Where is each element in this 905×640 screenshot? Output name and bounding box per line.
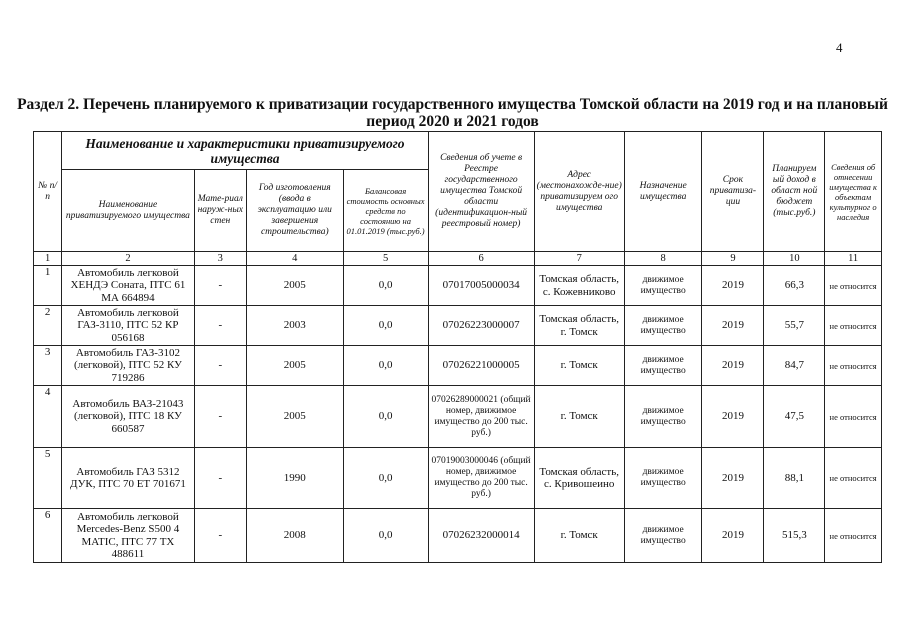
header-registry: Сведения об учете в Реестре государственного имущества Томской области (идентификацион-ный реестровый номер) bbox=[428, 132, 534, 252]
registry-number: 07026221000005 bbox=[428, 346, 534, 386]
wall-material: - bbox=[194, 386, 246, 448]
header-material: Мате-риал наруж-ных стен bbox=[194, 170, 246, 252]
property-name: Автомобиль ВАЗ-21043 (легковой), ПТС 18 КУ 660587 bbox=[62, 386, 194, 448]
heritage: не относится bbox=[825, 386, 882, 448]
balance-value: 0,0 bbox=[343, 346, 428, 386]
property-name: Автомобиль ГАЗ 5312 ДУК, ПТС 70 ЕТ 701671 bbox=[62, 448, 194, 509]
income: 55,7 bbox=[764, 306, 825, 346]
term: 2019 bbox=[702, 386, 764, 448]
property-name: Автомобиль ГАЗ-3102 (легковой), ПТС 52 КУ 719286 bbox=[62, 346, 194, 386]
purpose: движимое имущество bbox=[624, 509, 702, 563]
col-number: 4 bbox=[247, 252, 344, 266]
term: 2019 bbox=[702, 346, 764, 386]
term: 2019 bbox=[702, 266, 764, 306]
heritage: не относится bbox=[825, 306, 882, 346]
header-group: Наименование и характеристики приватизируемого имущества bbox=[62, 132, 428, 170]
header-balance: Балансовая стоимость основных средств по состоянию на 01.01.2019 (тыс.руб.) bbox=[343, 170, 428, 252]
col-number: 10 bbox=[764, 252, 825, 266]
registry-number: 07017005000034 bbox=[428, 266, 534, 306]
col-number: 1 bbox=[34, 252, 62, 266]
col-number: 2 bbox=[62, 252, 194, 266]
address: г. Томск bbox=[534, 509, 624, 563]
purpose: движимое имущество bbox=[624, 346, 702, 386]
heritage: не относится bbox=[825, 266, 882, 306]
header-income: Планируем ый доход в област ной бюджет (тыс.руб.) bbox=[764, 132, 825, 252]
header-term: Срок приватиза-ции bbox=[702, 132, 764, 252]
heritage: не относится bbox=[825, 448, 882, 509]
row-number: 3 bbox=[34, 346, 62, 386]
section-title: Раздел 2. Перечень планируемого к приватизации государственного имущества Томской области на 2019 год и на плановый период 2020 и 2021 годов bbox=[17, 96, 888, 130]
property-name: Автомобиль легковой ГАЗ-3110, ПТС 52 КР 056168 bbox=[62, 306, 194, 346]
purpose: движимое имущество bbox=[624, 448, 702, 509]
wall-material: - bbox=[194, 266, 246, 306]
heritage: не относится bbox=[825, 346, 882, 386]
table-row bbox=[34, 448, 882, 509]
purpose: движимое имущество bbox=[624, 266, 702, 306]
registry-number: 07026232000014 bbox=[428, 509, 534, 563]
year-made: 2005 bbox=[247, 346, 344, 386]
table-row bbox=[34, 266, 882, 306]
page-number: 4 bbox=[836, 40, 843, 55]
address: г. Томск bbox=[534, 386, 624, 448]
income: 515,3 bbox=[764, 509, 825, 563]
year-made: 1990 bbox=[247, 448, 344, 509]
term: 2019 bbox=[702, 448, 764, 509]
header-address: Адрес (местонахожде-ние) приватизируем ого имущества bbox=[534, 132, 624, 252]
property-name: Автомобиль легковой Mercedes-Benz S500 4 MATIC, ПТС 77 ТХ 488611 bbox=[62, 509, 194, 563]
col-number: 9 bbox=[702, 252, 764, 266]
income: 88,1 bbox=[764, 448, 825, 509]
year-made: 2005 bbox=[247, 266, 344, 306]
income: 84,7 bbox=[764, 346, 825, 386]
col-number: 6 bbox=[428, 252, 534, 266]
wall-material: - bbox=[194, 346, 246, 386]
purpose: движимое имущество bbox=[624, 386, 702, 448]
balance-value: 0,0 bbox=[343, 266, 428, 306]
registry-number: 07026289000021 (общий номер, движимое имущество до 200 тыс. руб.) bbox=[428, 386, 534, 448]
registry-number: 07026223000007 bbox=[428, 306, 534, 346]
header-year: Год изготовления (ввода в эксплуатацию или завершения строительства) bbox=[247, 170, 344, 252]
purpose: движимое имущество bbox=[624, 306, 702, 346]
col-number: 7 bbox=[534, 252, 624, 266]
term: 2019 bbox=[702, 509, 764, 563]
header-name: Наименование приватизируемого имущества bbox=[62, 170, 194, 252]
wall-material: - bbox=[194, 306, 246, 346]
property-name: Автомобиль легковой ХЕНДЭ Соната, ПТС 61 МА 664894 bbox=[62, 266, 194, 306]
row-number: 6 bbox=[34, 509, 62, 563]
table-row bbox=[34, 509, 882, 563]
col-number: 5 bbox=[343, 252, 428, 266]
row-number: 5 bbox=[34, 448, 62, 509]
balance-value: 0,0 bbox=[343, 448, 428, 509]
year-made: 2005 bbox=[247, 386, 344, 448]
col-number: 8 bbox=[624, 252, 702, 266]
registry-number: 07019003000046 (общий номер, движимое имущество до 200 тыс. руб.) bbox=[428, 448, 534, 509]
year-made: 2003 bbox=[247, 306, 344, 346]
col-number: 11 bbox=[825, 252, 882, 266]
header-purpose: Назначение имущества bbox=[624, 132, 702, 252]
header-heritage: Сведения об отнесении имущества к объектам культурног о наследия bbox=[825, 132, 882, 252]
row-number: 4 bbox=[34, 386, 62, 448]
row-number: 2 bbox=[34, 306, 62, 346]
wall-material: - bbox=[194, 509, 246, 563]
column-number-row bbox=[34, 252, 882, 266]
balance-value: 0,0 bbox=[343, 386, 428, 448]
address: г. Томск bbox=[534, 346, 624, 386]
balance-value: 0,0 bbox=[343, 509, 428, 563]
term: 2019 bbox=[702, 306, 764, 346]
table-row bbox=[34, 346, 882, 386]
income: 66,3 bbox=[764, 266, 825, 306]
address: Томская область, с. Кожевниково bbox=[534, 266, 624, 306]
table-row bbox=[34, 306, 882, 346]
row-number: 1 bbox=[34, 266, 62, 306]
table-row bbox=[34, 386, 882, 448]
year-made: 2008 bbox=[247, 509, 344, 563]
address: Томская область, г. Томск bbox=[534, 306, 624, 346]
address: Томская область, с. Кривошеино bbox=[534, 448, 624, 509]
heritage: не относится bbox=[825, 509, 882, 563]
col-number: 3 bbox=[194, 252, 246, 266]
income: 47,5 bbox=[764, 386, 825, 448]
wall-material: - bbox=[194, 448, 246, 509]
header-num: № п/п bbox=[34, 132, 62, 252]
privatization-table bbox=[33, 131, 882, 563]
balance-value: 0,0 bbox=[343, 306, 428, 346]
